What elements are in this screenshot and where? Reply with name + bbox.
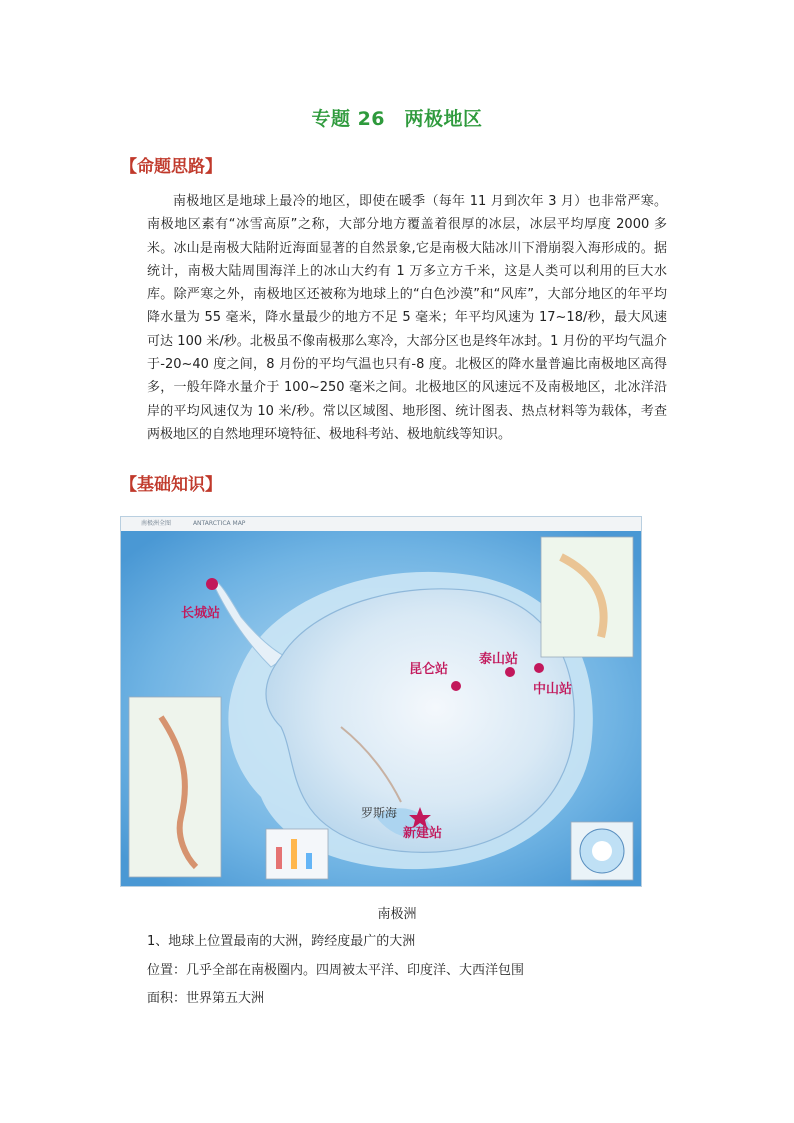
map-header-title: 南极洲全图 [141,520,172,527]
section-heading-basics: 【基础知识】 [120,475,222,495]
station-label-xinjian: 新建站 [403,826,443,841]
station-label-zhongshan: 中山站 [533,682,573,697]
page-title: 专题 26 两极地区 [311,108,483,130]
station-label-kunlun: 昆仑站 [409,662,449,677]
item-1-title: 1、地球上位置最南的大洲，跨经度最广的大洲 [147,934,416,949]
position-line: 位置：几乎全部在南极圈内。四周被太平洋、印度洋、大西洋包围 [147,963,525,978]
station-marker-taishan [505,667,515,677]
station-marker-kunlun [451,681,461,691]
map-caption: 南极洲 [377,907,417,922]
antarctica-map [120,516,642,887]
area-line: 面积：世界第五大洲 [147,991,265,1006]
station-marker-changcheng [206,578,218,590]
station-label-changcheng: 长城站 [181,606,221,621]
map-header-subtitle: ANTARCTICA MAP [192,520,246,527]
proposition-paragraph: 南极地区是地球上最冷的地区，即使在暖季（每年 11 月到次年 3 月）也非常严寒。南极地区素有“冰雪高原”之称，大部分地方覆盖着很厚的冰层，冰层平均厚度 2000 多米。冰山是南极大陆附近海面显著的自然景象,它是南极大陆冰川下滑崩裂入海形成的。据统计，南极大陆周围海洋上的冰山大约有 1 万多立方千米，这是人类可以利用的巨大水库。除严寒之外，南极地区还被称为地球上的“白色沙漠”和“风库”，大部分地区的年平均降水量为 55 毫米，降水量最少的地方不足 5 毫米；年平均风速为 17~18/秒，最大风速可达 100 米/秒。北极虽不像南极那么寒冷，大部分区也是终年冰封。1 月份的平均气温介于-20~40 度之间，8 月份的平均气温也只有-8 度。北极区的降水量普遍比南极地区高得多，一般年降水量介于 100~250 毫米之间。北极地区的风速远不及南极地区，北冰洋沿岸的平均风速仅为 10 米/秒。常以区域图、地形图、统计图表、热点材料等为载体，考查两极地区的自然地理环境特征、极地科考站、极地航线等知识。 [147,194,667,442]
map-graphic [121,517,641,886]
section-heading-proposition: 【命题思路】 [120,157,222,177]
station-marker-zhongshan [534,663,544,673]
station-label-taishan: 泰山站 [479,652,519,667]
sea-label-ross: 罗斯海 [361,806,398,820]
